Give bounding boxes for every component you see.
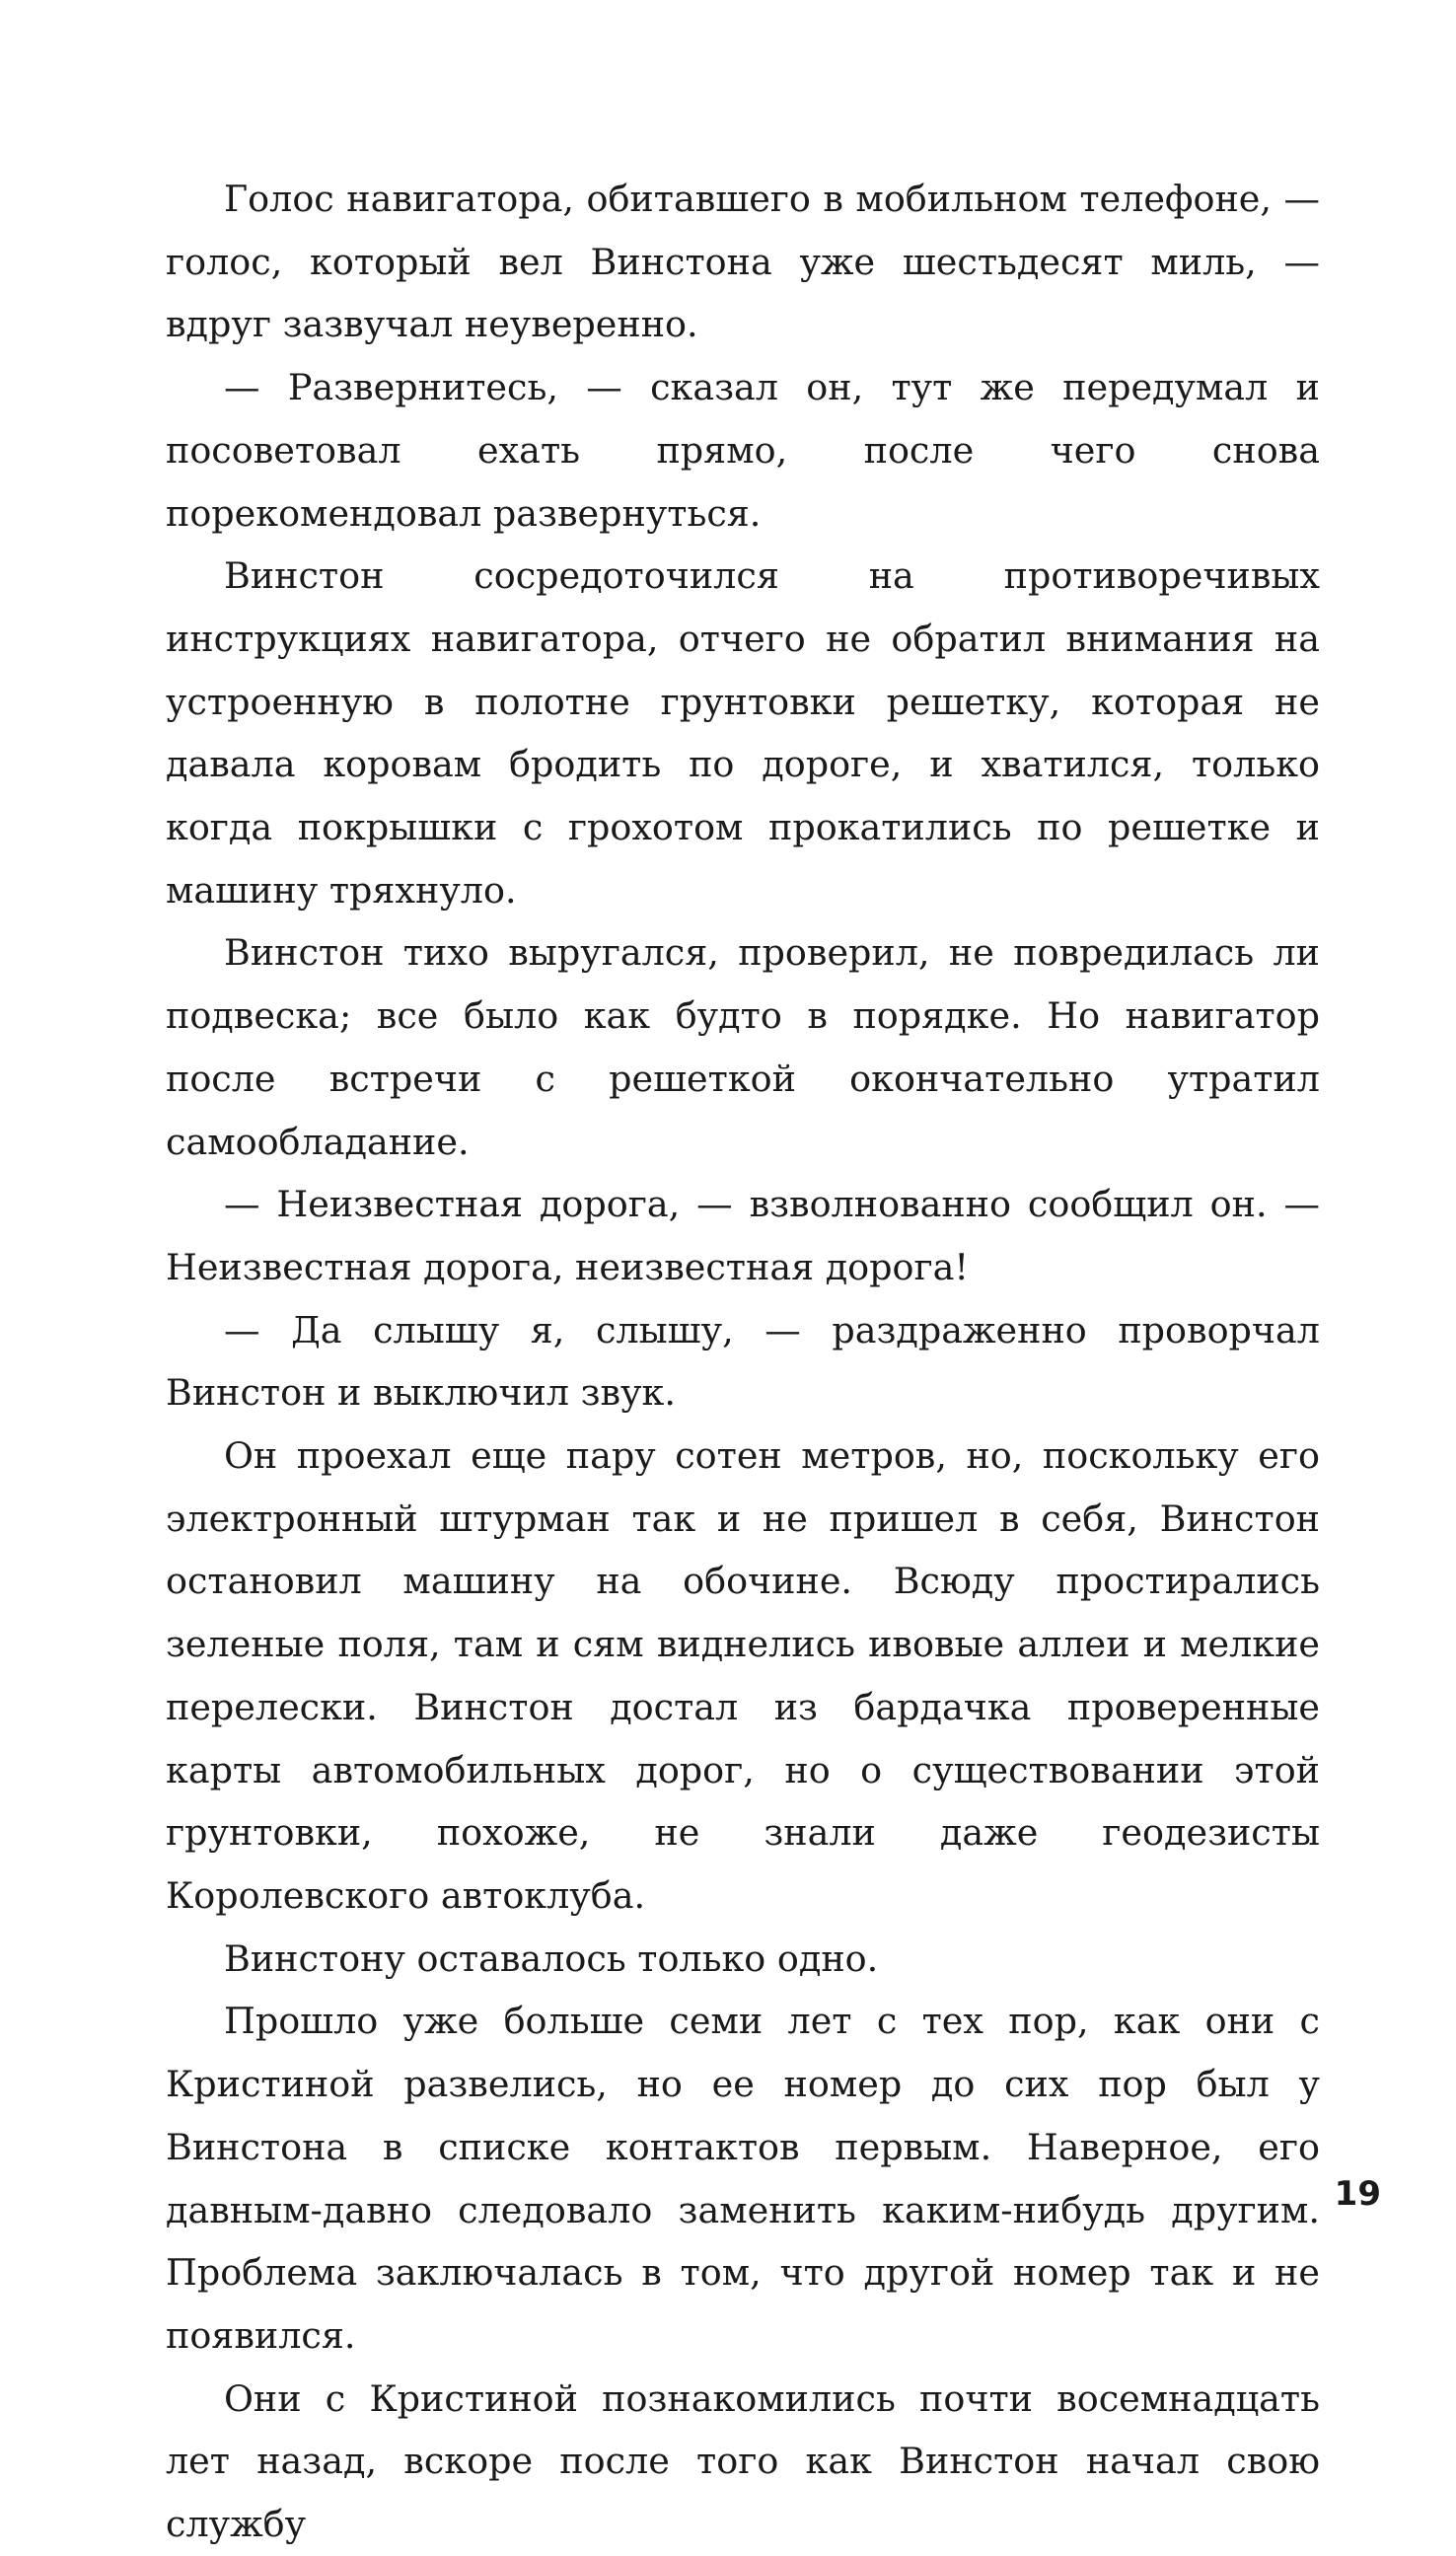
paragraph-2: — Развернитесь, — сказал он, тут же передумал и посоветовал ехать прямо, после чего снова порекомендовал развернуться.: [166, 366, 1320, 535]
paragraph-6: — Да слышу я, слышу, — раздраженно проворчал Винстон и выключил звук.: [166, 1308, 1320, 1415]
paragraph-1: Голос навигатора, обитавшего в мобильном телефоне, — голос, который вел Винстона уже шестьдесят миль, — вдруг зазвучал неуверенно.: [166, 178, 1320, 346]
paragraph-8: Винстону оставалось только одно.: [224, 1936, 879, 1980]
page-number: 19: [1334, 2174, 1381, 2214]
paragraph-9: Прошло уже больше семи лет с тех пор, как они с Кристиной развелись, но ее номер до сих пор был у Винстона в списке контактов первым. Наверное, его давным-давно следовало заменить каким-нибудь другим. Проблема заключалась в том, что другой номер так и не появился.: [166, 2000, 1320, 2357]
paragraph-4: Винстон тихо выругался, проверил, не повредилась ли подвеска; все было как будто в порядке. Но навигатор после встречи с решеткой окончательно утратил самообладание.: [166, 931, 1320, 1163]
paragraph-10: Они с Кристиной познакомились почти восемнадцать лет назад, вскоре после того как Винстон начал свою службу: [166, 2376, 1320, 2546]
paragraph-3: Винстон сосредоточился на противоречивых инструкциях навигатора, отчего не обратил внимания на устроенную в полотне грунтовки решетку, которая не давала коровам бродить по дороге, и хватился, только когда покрышки с грохотом прокатились по решетке и машину тряхнуло.: [166, 554, 1320, 912]
paragraph-7: Он проехал еще пару сотен метров, но, поскольку его электронный штурман так и не пришел в себя, Винстон остановил машину на обочине. Всюду простирались зеленые поля, там и сям виднелись ивовые аллеи и мелкие перелески. Винстон достал из бардачка проверенные карты автомобильных дорог, но о существовании этой грунтовки, похоже, не знали даже геодезисты Королевского автоклуба.: [166, 1434, 1320, 1917]
paragraph-5: — Неизвестная дорога, — взволнованно сообщил он. — Неизвестная дорога, неизвестная дорога!: [166, 1183, 1320, 1288]
body-text: [166, 168, 1320, 2556]
